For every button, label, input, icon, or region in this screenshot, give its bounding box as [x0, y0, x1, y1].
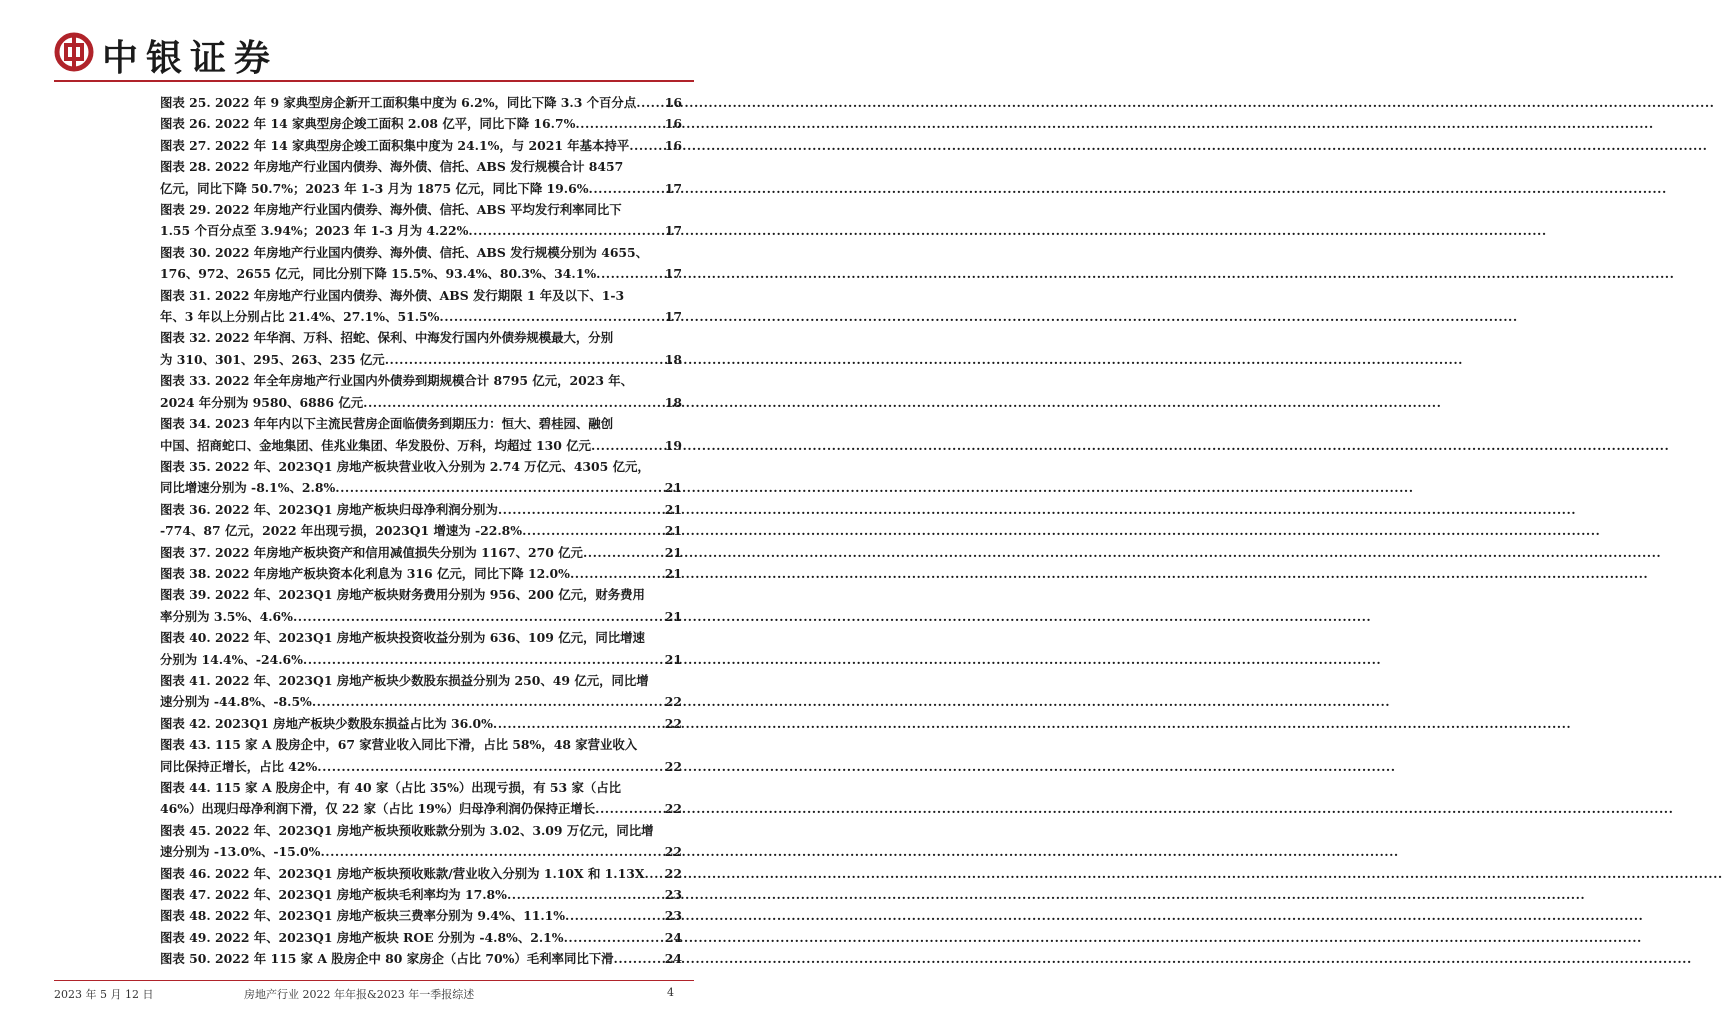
toc-entry-text: 图表 32. 2022 年华润、万科、招蛇、保利、中海发行国内外债券规模最大，分别	[160, 330, 614, 346]
toc-page-number: 21	[664, 565, 682, 581]
toc-entry[interactable]	[160, 327, 682, 370]
toc-entry-text: 图表 44. 115 家 A 股房企中，有 40 家（占比 35%）出现亏损，有 53 家（占比	[160, 780, 622, 795]
dot-leader	[468, 220, 664, 241]
toc-entry-line	[160, 178, 682, 199]
dot-leader	[589, 178, 665, 199]
toc-page-number: 21	[664, 501, 682, 517]
toc-entry-line	[160, 456, 682, 477]
toc-page-number: 17	[664, 223, 682, 239]
toc-entry-line	[160, 948, 682, 969]
toc-entry-text: 图表 30. 2022 年房地产行业国内债券、海外债、信托、ABS 发行规模分别为 4655、	[160, 244, 649, 260]
table-of-figures	[160, 92, 682, 970]
toc-entry-text: 图表 48. 2022 年、2023Q1 房地产板块三费率分别为 9.4%、11.1%	[160, 908, 566, 924]
toc-entry[interactable]	[160, 285, 682, 328]
toc-entry-text: 图表 34. 2023 年年内以下主流民营房企面临债务到期压力：恒大、碧桂园、融创	[160, 416, 614, 432]
toc-page-number: 16	[664, 95, 682, 110]
dot-leader	[570, 563, 665, 584]
dot-leader	[439, 306, 664, 327]
toc-entry-line	[160, 606, 682, 627]
toc-entry[interactable]	[160, 948, 682, 969]
toc-page-number: 21	[664, 480, 682, 496]
dot-leader	[363, 392, 665, 413]
toc-entry-line	[160, 413, 682, 434]
toc-entry-line	[160, 263, 682, 284]
dot-leader	[385, 349, 665, 370]
dot-leader	[629, 135, 665, 156]
toc-entry-line	[160, 92, 682, 113]
toc-page-number: 17	[664, 180, 682, 196]
toc-entry[interactable]	[160, 670, 682, 713]
toc-entry-line	[160, 113, 682, 134]
toc-entry-line	[160, 563, 682, 584]
toc-entry-line	[160, 777, 682, 798]
toc-entry-line	[160, 863, 682, 884]
toc-entry-line	[160, 734, 682, 755]
toc-entry[interactable]	[160, 542, 682, 563]
toc-entry[interactable]	[160, 156, 682, 199]
toc-entry[interactable]	[160, 499, 682, 520]
toc-entry-text: 速分别为 -44.8%、-8.5%	[160, 694, 312, 710]
toc-entry-text: 中国、招商蛇口、金地集团、佳兆业集团、华发股份、万科，均超过 130 亿元	[160, 437, 591, 453]
toc-entry-text: 分别为 14.4%、-24.6%	[160, 651, 303, 667]
toc-page-number: 22	[664, 865, 682, 881]
toc-entry-text: 46%）出现归母净利润下滑，仅 22 家（占比 19%）归母净利润仍保持正增长	[160, 801, 596, 817]
toc-entry-line	[160, 349, 682, 370]
toc-entry[interactable]	[160, 713, 682, 734]
toc-entry[interactable]	[160, 199, 682, 242]
dot-leader	[293, 606, 665, 627]
toc-page-number: 22	[664, 844, 682, 860]
toc-page-number: 21	[664, 523, 682, 539]
dot-leader	[320, 841, 664, 862]
toc-entry-line	[160, 156, 682, 177]
toc-entry-line	[160, 884, 682, 905]
toc-entry-line	[160, 242, 682, 263]
toc-entry-text: 年、3 年以上分别占比 21.4%、27.1%、51.5%	[160, 309, 440, 325]
dot-leader	[614, 948, 665, 969]
toc-entry-line	[160, 370, 682, 391]
toc-entry[interactable]	[160, 135, 682, 156]
toc-entry[interactable]	[160, 627, 682, 670]
toc-entry-line	[160, 670, 682, 691]
dot-leader	[507, 884, 665, 905]
dot-leader	[595, 798, 665, 819]
toc-entry-line	[160, 905, 682, 926]
footer-divider	[54, 980, 694, 981]
toc-page-number: 16	[664, 137, 682, 153]
dot-leader	[335, 477, 665, 498]
toc-entry-line	[160, 649, 682, 670]
toc-entry-line	[160, 285, 682, 306]
toc-entry[interactable]	[160, 456, 682, 499]
dot-leader	[564, 927, 665, 948]
dot-leader	[493, 713, 665, 734]
toc-entry[interactable]	[160, 563, 682, 584]
toc-page-number: 19	[664, 437, 682, 453]
toc-page-number: 18	[664, 394, 682, 410]
toc-entry-text: 2024 年分别为 9580、6886 亿元	[160, 394, 364, 410]
toc-entry-text: 图表 31. 2022 年房地产行业国内债券、海外债、ABS 发行期限 1 年及以下、1-3	[160, 287, 625, 303]
dot-leader	[636, 92, 665, 113]
toc-entry[interactable]	[160, 92, 682, 113]
dot-leader	[303, 649, 665, 670]
dot-leader	[317, 756, 665, 777]
toc-entry-text: 176、972、2655 亿元，同比分别下降 15.5%、93.4%、80.3%、34.1%	[160, 266, 597, 282]
dot-leader	[644, 863, 664, 884]
toc-entry-text: 图表 50. 2022 年 115 家 A 股房企中 80 家房企（占比 70%）毛利率同比下滑	[160, 951, 614, 967]
toc-entry[interactable]	[160, 820, 682, 863]
toc-entry-text: 图表 25. 2022 年 9 家典型房企新开工面积集中度为 6.2%，同比下降 3.3 个百分点	[160, 95, 637, 110]
dot-leader	[596, 263, 665, 284]
toc-page-number: 17	[664, 309, 682, 325]
dot-leader	[498, 499, 665, 520]
page-number: 4	[667, 986, 674, 999]
dot-leader	[583, 542, 665, 563]
toc-entry-text: 图表 26. 2022 年 14 家典型房企竣工面积 2.08 亿平，同比下降 16.7%	[160, 116, 576, 132]
toc-entry-text: 图表 36. 2022 年、2023Q1 房地产板块归母净利润分别为	[160, 501, 498, 517]
toc-page-number: 22	[664, 801, 682, 817]
report-title: 房地产行业 2022 年年报&2023 年一季报综述	[244, 988, 475, 1001]
toc-entry-text: -774、87 亿元，2022 年出现亏损，2023Q1 增速为 -22.8%	[160, 523, 523, 539]
toc-page-number: 23	[664, 908, 682, 924]
toc-page-number: 23	[664, 887, 682, 903]
toc-entry-text: 图表 42. 2023Q1 房地产板块少数股东损益占比为 36.0%	[160, 715, 493, 731]
toc-entry-line	[160, 584, 682, 605]
toc-entry-text: 图表 41. 2022 年、2023Q1 房地产板块少数股东损益分别为 250、49 亿元，同比增	[160, 672, 649, 688]
bank-of-china-logo-icon	[54, 32, 94, 72]
toc-entry-text: 图表 47. 2022 年、2023Q1 房地产板块毛利率均为 17.8%	[160, 887, 507, 903]
toc-entry-line	[160, 798, 682, 819]
toc-entry-line	[160, 820, 682, 841]
toc-entry[interactable]	[160, 863, 682, 884]
toc-entry-line	[160, 713, 682, 734]
toc-entry-line	[160, 135, 682, 156]
dot-leader	[312, 691, 665, 712]
toc-entry-text: 1.55 个百分点至 3.94%；2023 年 1-3 月为 4.22%	[160, 223, 469, 239]
toc-entry[interactable]	[160, 905, 682, 926]
toc-entry-line	[160, 327, 682, 348]
toc-entry-line	[160, 499, 682, 520]
toc-page-number: 22	[664, 758, 682, 774]
toc-page-number: 21	[664, 608, 682, 624]
toc-entry-text: 图表 38. 2022 年房地产板块资本化利息为 316 亿元，同比下降 12.0%	[160, 565, 570, 581]
toc-page-number: 22	[664, 715, 682, 731]
toc-entry-text: 图表 39. 2022 年、2023Q1 房地产板块财务费用分别为 956、200 亿元，财务费用	[160, 587, 645, 603]
toc-entry-line	[160, 756, 682, 777]
toc-entry[interactable]	[160, 242, 682, 285]
toc-page-number: 21	[664, 651, 682, 667]
toc-entry-text: 图表 46. 2022 年、2023Q1 房地产板块预收账款/营业收入分别为 1.10X 和 1.13X	[160, 865, 645, 881]
header-divider	[54, 80, 694, 82]
toc-entry-text: 图表 27. 2022 年 14 家典型房企竣工面积集中度为 24.1%，与 2021 年基本持平	[160, 137, 630, 153]
toc-page-number: 18	[664, 351, 682, 367]
page-header	[54, 24, 694, 84]
toc-entry-line	[160, 520, 682, 541]
toc-entry-line	[160, 927, 682, 948]
toc-entry-text: 图表 43. 115 家 A 股房企中，67 家营业收入同比下滑，占比 58%，48 家营业收入	[160, 737, 638, 753]
dot-leader	[565, 905, 665, 926]
toc-page-number: 24	[664, 951, 682, 967]
toc-entry-text: 图表 37. 2022 年房地产板块资产和信用减值损失分别为 1167、270 亿元	[160, 544, 583, 560]
toc-entry[interactable]	[160, 927, 682, 948]
toc-entry-text: 亿元，同比下降 50.7%；2023 年 1-3 月为 1875 亿元，同比下降 19.6%	[160, 180, 589, 196]
toc-page-number: 22	[664, 694, 682, 710]
toc-page-number: 24	[664, 929, 682, 945]
toc-entry[interactable]	[160, 777, 682, 820]
toc-entry-line	[160, 392, 682, 413]
toc-entry-text: 图表 45. 2022 年、2023Q1 房地产板块预收账款分别为 3.02、3.09 万亿元，同比增	[160, 822, 654, 838]
toc-page-number: 17	[664, 266, 682, 282]
toc-entry[interactable]	[160, 113, 682, 134]
toc-entry-text: 图表 29. 2022 年房地产行业国内债券、海外债、信托、ABS 平均发行利率同比下	[160, 202, 622, 218]
toc-entry-text: 为 310、301、295、263、235 亿元	[160, 351, 385, 367]
toc-entry-text: 图表 28. 2022 年房地产行业国内债券、海外债、信托、ABS 发行规模合计 8457	[160, 159, 624, 175]
toc-entry-line	[160, 199, 682, 220]
toc-entry-text: 同比增速分别为 -8.1%、2.8%	[160, 480, 336, 496]
toc-entry-text: 图表 49. 2022 年、2023Q1 房地产板块 ROE 分别为 -4.8%、2.1%	[160, 929, 564, 945]
toc-entry-line	[160, 306, 682, 327]
dot-leader	[591, 435, 665, 456]
toc-entry-line	[160, 542, 682, 563]
toc-page-number: 16	[664, 116, 682, 132]
toc-entry-text: 图表 40. 2022 年、2023Q1 房地产板块投资收益分别为 636、109 亿元，同比增速	[160, 630, 645, 646]
toc-entry-text: 同比保持正增长，占比 42%	[160, 758, 318, 774]
toc-entry[interactable]	[160, 884, 682, 905]
toc-entry-line	[160, 627, 682, 648]
dot-leader	[575, 113, 664, 134]
toc-entry-line	[160, 435, 682, 456]
report-date: 2023 年 5 月 12 日	[54, 988, 154, 1001]
toc-page-number: 21	[664, 544, 682, 560]
brand-name: 中银证券	[102, 38, 279, 79]
toc-entry[interactable]	[160, 734, 682, 777]
toc-entry-text: 图表 35. 2022 年、2023Q1 房地产板块营业收入分别为 2.74 万亿元、4305 亿元，	[160, 458, 650, 474]
toc-entry-line	[160, 691, 682, 712]
toc-entry-text: 图表 33. 2022 年全年房地产行业国内外债券到期规模合计 8795 亿元，2023 年、	[160, 373, 634, 389]
toc-entry-text: 速分别为 -13.0%、-15.0%	[160, 844, 321, 860]
toc-entry-line	[160, 477, 682, 498]
toc-entry-line	[160, 841, 682, 862]
toc-entry[interactable]	[160, 520, 682, 541]
dot-leader	[522, 520, 665, 541]
toc-entry[interactable]	[160, 370, 682, 413]
toc-entry[interactable]	[160, 413, 682, 456]
toc-entry-line	[160, 220, 682, 241]
toc-entry[interactable]	[160, 584, 682, 627]
toc-entry-text: 率分别为 3.5%、4.6%	[160, 608, 293, 624]
